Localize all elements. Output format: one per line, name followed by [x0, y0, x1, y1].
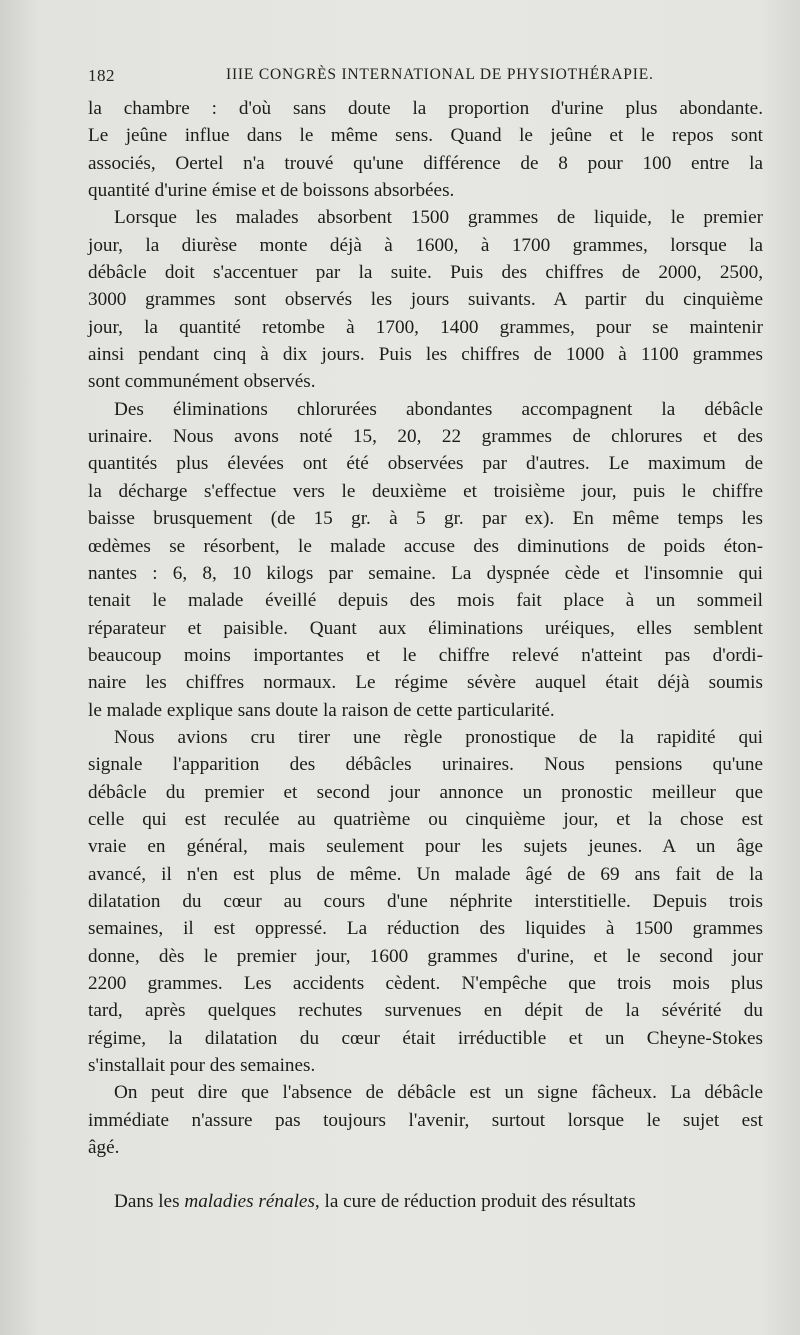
paragraphs [88, 95, 763, 1161]
text-line: baisse brusquement (de 15 gr. à 5 gr. par ex). En même temps les [88, 508, 763, 530]
text-line: celle qui est reculée au quatrième ou cinquième jour, et la chose est [88, 808, 763, 830]
final-paragraph-italic: maladies rénales [184, 1191, 315, 1213]
text-line: débâcle du premier et second jour annonce un pronostic meilleur que [88, 781, 763, 803]
text-line: quantité d'urine émise et de boissons absorbées. [88, 180, 455, 202]
text-line: Lorsque les malades absorbent 1500 grammes de liquide, le premier [114, 207, 763, 229]
body-text [88, 95, 763, 1216]
text-line: le malade explique sans doute la raison de cette particularité. [88, 699, 555, 721]
text-line: Des éliminations chlorurées abondantes accompagnent la débâcle [114, 398, 763, 420]
text-line: beaucoup moins importantes et le chiffre relevé n'atteint pas d'ordi- [88, 644, 763, 666]
running-head: IIIE CONGRÈS INTERNATIONAL DE PHYSIOTHÉRAPIE. [226, 66, 654, 83]
page-number: 182 [88, 66, 115, 85]
text-line: 2200 grammes. Les accidents cèdent. N'empêche que trois mois plus [88, 973, 763, 994]
final-paragraph-before: Dans les [114, 1191, 185, 1213]
final-paragraph-after: , la cure de réduction produit des résultats [314, 1191, 636, 1213]
text-line: la décharge s'effectue vers le deuxième et troisième jour, puis le chiffre [88, 480, 763, 502]
text-line: œdèmes se résorbent, le malade accuse des diminutions de poids éton- [88, 535, 763, 557]
text-line: donne, dès le premier jour, 1600 grammes d'urine, et le second jour [88, 945, 763, 967]
text-line: débâcle doit s'accentuer par la suite. Puis des chiffres de 2000, 2500, [88, 262, 763, 284]
text-line: signale l'apparition des débâcles urinaires. Nous pensions qu'une [88, 754, 763, 776]
text-line: avancé, il n'en est plus de même. Un malade âgé de 69 ans fait de la [88, 863, 763, 885]
text-line: dilatation du cœur au cours d'une néphrite interstitielle. Depuis trois [88, 890, 763, 912]
text-line: âgé. [88, 1137, 120, 1159]
text-line: On peut dire que l'absence de débâcle est un signe fâcheux. La débâcle [114, 1082, 763, 1104]
paragraph [88, 724, 763, 1079]
paragraph [88, 204, 763, 395]
text-line: nantes : 6, 8, 10 kilogs par semaine. La dyspnée cède et l'insomnie qui [88, 562, 763, 584]
text-line: sont communément observés. [88, 371, 316, 393]
paragraph-gap [88, 1161, 763, 1188]
text-line: jour, la diurèse monte déjà à 1600, à 1700 grammes, lorsque la [88, 234, 763, 256]
text-line: urinaire. Nous avons noté 15, 20, 22 grammes de chlorures et des [88, 426, 763, 448]
text-line: réparateur et paisible. Quant aux éliminations uréiques, elles semblent [88, 617, 763, 639]
text-line: vraie en général, mais seulement pour les sujets jeunes. A un âge [88, 836, 763, 858]
text-line: semaines, il est oppressé. La réduction des liquides à 1500 grammes [88, 918, 763, 940]
text-line: régime, la dilatation du cœur était irréductible et un Cheyne-Stokes [88, 1027, 763, 1049]
paragraph [88, 95, 763, 204]
text-line: ainsi pendant cinq à dix jours. Puis les chiffres de 1000 à 1100 grammes [88, 344, 763, 366]
text-line: Nous avions cru tirer une règle pronostique de la rapidité qui [114, 726, 763, 748]
page-header [88, 60, 748, 92]
text-line: immédiate n'assure pas toujours l'avenir, surtout lorsque le sujet est [88, 1109, 763, 1131]
text-line: tard, après quelques rechutes survenues en dépit de la sévérité du [88, 1000, 763, 1022]
paragraph [88, 1079, 763, 1161]
text-line: Le jeûne influe dans le même sens. Quand le jeûne et le repos sont [88, 125, 763, 147]
paragraph [88, 396, 763, 724]
text-line: s'installait pour des semaines. [88, 1055, 316, 1077]
text-line: jour, la quantité retombe à 1700, 1400 grammes, pour se maintenir [88, 316, 763, 338]
text-line: naire les chiffres normaux. Le régime sévère auquel était déjà soumis [88, 672, 763, 694]
final-paragraph-line [88, 1188, 763, 1215]
text-line: la chambre : d'où sans doute la proportion d'urine plus abondante. [88, 98, 763, 119]
text-line: associés, Oertel n'a trouvé qu'une différence de 8 pour 100 entre la [88, 152, 763, 174]
text-line: quantités plus élevées ont été observées par d'autres. Le maximum de [88, 453, 763, 475]
text-line: tenait le malade éveillé depuis des mois fait place à un sommeil [88, 590, 763, 612]
text-line: 3000 grammes sont observés les jours suivants. A partir du cinquième [88, 289, 763, 311]
